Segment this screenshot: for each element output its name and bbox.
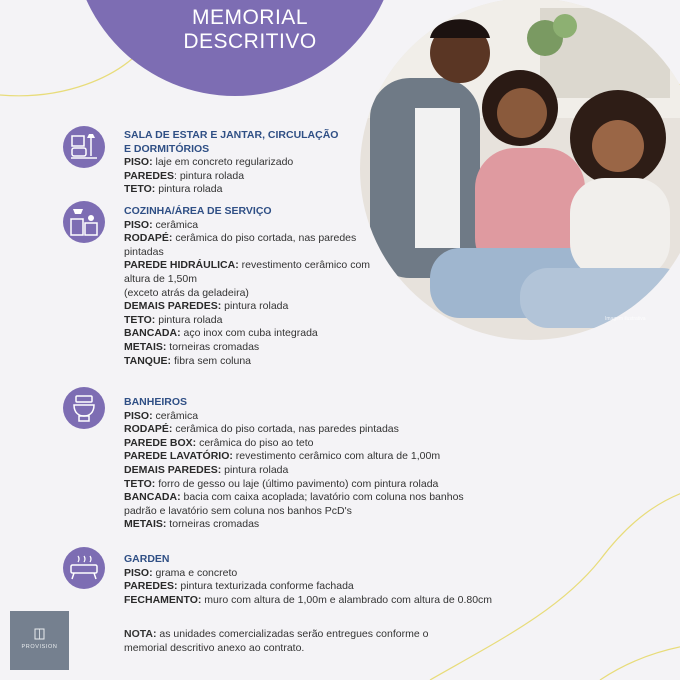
spec-line: PAREDES: pintura rolada [124, 169, 245, 182]
page-title: MEMORIAL DESCRITIVO [183, 6, 317, 53]
section-title: SALA DE ESTAR E JANTAR, CIRCULAÇÃO [124, 129, 339, 141]
spec-line: padrão e lavatório sem coluna nos banhos PcD's [124, 504, 352, 517]
garden-grill-icon [63, 547, 105, 589]
footer-note: NOTA: as unidades comercializadas serão entregues conforme o memorial descritivo anexo ao contrato. [124, 628, 429, 654]
spec-line: FECHAMENTO: muro com altura de 1,00m e alambrado com altura de 0.80cm [124, 593, 493, 606]
section-title: E DORMITÓRIOS [124, 142, 210, 155]
spec-line: DEMAIS PAREDES: pintura rolada [124, 463, 289, 476]
spec-line: PAREDES: pintura texturizada conforme fachada [124, 580, 354, 593]
kitchen-icon [63, 201, 105, 243]
section-garden [124, 553, 492, 607]
spec-line: PAREDE LAVATÓRIO: revestimento cerâmico com altura de 1,00m [124, 450, 441, 463]
section-title: BANHEIROS [124, 396, 188, 408]
spec-line: TETO: forro de gesso ou laje (último pavimento) com pintura rolada [124, 477, 439, 490]
spec-line: PISO: cerâmica [124, 218, 199, 231]
spec-line: (exceto atrás da geladeira) [124, 286, 249, 299]
spec-line: PAREDE BOX: cerâmica do piso ao teto [124, 436, 314, 449]
bathroom-icon [63, 387, 105, 429]
spec-line: PISO: grama e concreto [124, 566, 238, 579]
section-title: GARDEN [124, 553, 170, 565]
provision-logo [10, 611, 69, 670]
spec-line: pintadas [124, 245, 164, 258]
section-kitchen [124, 205, 370, 368]
living-room-icon [63, 126, 105, 168]
spec-line: PAREDE HIDRÁULICA: revestimento cerâmico com [124, 259, 371, 272]
spec-line: RODAPÉ: cerâmica do piso cortada, nas paredes [124, 232, 357, 245]
spec-line: TETO: pintura rolada [124, 313, 223, 326]
spec-line: PISO: cerâmica [124, 409, 199, 422]
spec-line: PISO: laje em concreto regularizado [124, 156, 294, 169]
section-title: COZINHA/ÁREA DE SERVIÇO [124, 205, 272, 217]
spec-line: METAIS: torneiras cromadas [124, 518, 260, 531]
spec-line: TETO: pintura rolada [124, 183, 223, 196]
section-living-room [124, 129, 338, 197]
spec-line: TANQUE: fibra sem coluna [124, 354, 252, 367]
spec-line: BANCADA: aço inox com cuba integrada [124, 327, 318, 340]
logo-mark-icon [10, 611, 69, 670]
photo-credit: Imagem ilustrativa [605, 316, 646, 322]
spec-line: RODAPÉ: cerâmica do piso cortada, nas paredes pintadas [124, 423, 399, 436]
spec-line: altura de 1,50m [124, 272, 197, 285]
spec-line: METAIS: torneiras cromadas [124, 340, 260, 353]
spec-line: BANCADA: bacia com caixa acoplada; lavatório com coluna nos banhos [124, 491, 464, 504]
section-bathrooms [124, 396, 464, 532]
spec-line: DEMAIS PAREDES: pintura rolada [124, 300, 289, 313]
logo-text: PROVISION [21, 644, 58, 650]
